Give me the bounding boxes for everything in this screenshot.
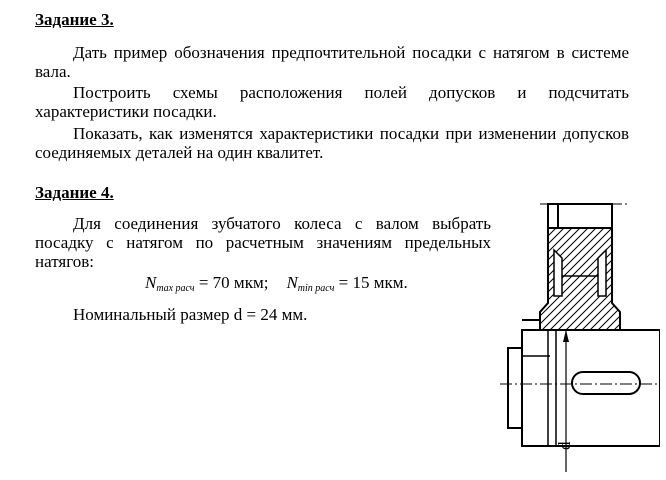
n-min-subscript: min расч xyxy=(297,283,335,294)
task3-paragraph-3: Показать, как изменятся характеристики посадки при изменении допусков соединяемых деталей на один квалитет. xyxy=(35,124,629,162)
task3-paragraph-1: Дать пример обозначения предпочтительной посадки с натягом в системе вала. xyxy=(35,43,629,81)
gear-shaft-drawing xyxy=(500,188,660,478)
gear-tooth-tip xyxy=(558,204,612,228)
nominal-size: Номинальный размер d = 24 мм. xyxy=(73,305,308,324)
keyway-slot xyxy=(572,372,640,394)
n-max-subscript: max расч xyxy=(156,283,195,294)
task4-heading: Задание 4. xyxy=(35,183,114,202)
dimension-label-d: d xyxy=(555,441,574,450)
interference-formula xyxy=(145,273,408,299)
task3-heading: Задание 3. xyxy=(35,10,114,29)
task3-paragraph-2: Построить схемы расположения полей допусков и подсчитать характеристики посадки. xyxy=(35,83,629,121)
n-min-value: = 15 мкм. xyxy=(334,273,408,292)
n-max-symbol: N xyxy=(145,273,157,292)
n-max-value: = 70 мкм; xyxy=(194,273,269,292)
n-min-symbol: N xyxy=(286,273,298,292)
gear-hub-section xyxy=(540,228,620,330)
task4-paragraph: Для соединения зубчатого колеса с валом выбрать посадку с натягом по расчетным значениям предельных натягов: xyxy=(35,214,491,271)
